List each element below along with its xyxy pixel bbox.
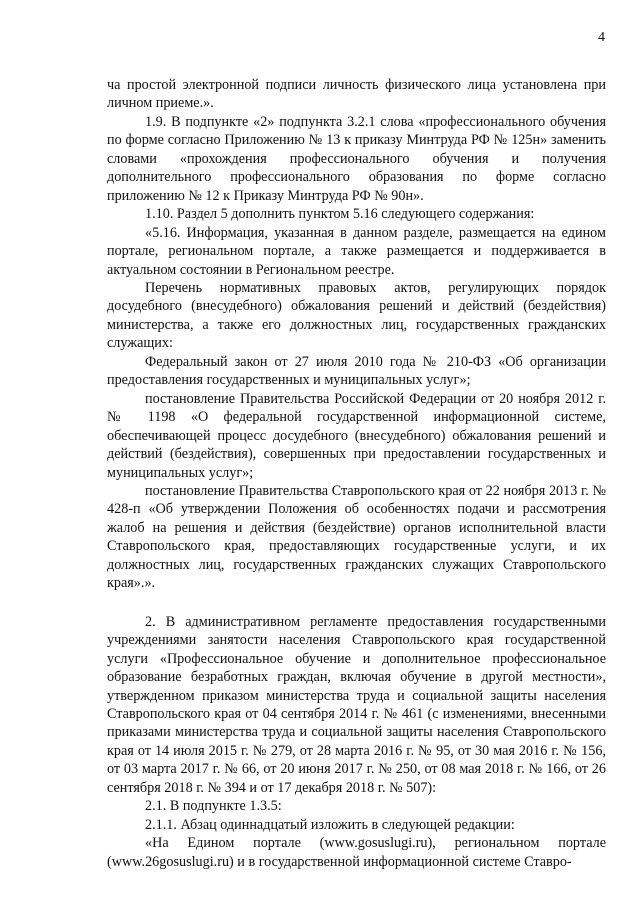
- document-body: [107, 76, 606, 871]
- page-number: 4: [598, 30, 605, 45]
- paragraph: «На Едином портале (www.gosuslugi.ru), региональном портале (www.26gosuslugi.ru) и в государственной информационной системе Ставро-: [107, 835, 606, 870]
- paragraph: 2. В административном регламенте предоставления государственными учреждениями занятости населения Ставропольского края государственной услуги «Профессиональное обучение и дополнительное профессиональное образование безработных граждан, включая обучение в другой местности», утвержденном приказом министерства труда и социальной защиты населения Ставропольского края от 04 сентября 2014 г. № 461 (с изменениями, внесенными приказами министерства труда и социальной защиты населения Ставропольского края от 14 июля 2015 г. № 279, от 28 марта 2016 г. № 95, от 30 мая 2016 г. № 156, от 03 марта 2017 г. № 66, от 20 июня 2017 г. № 250, от 08 мая 2018 г. № 166, от 26 сентября 2018 г. № 394 и от 17 декабря 2018 г. № 507):: [107, 613, 606, 796]
- paragraph: 1.10. Раздел 5 дополнить пунктом 5.16 следующего содержания:: [145, 206, 535, 223]
- paragraph: Федеральный закон от 27 июля 2010 года № 210-ФЗ «Об организации предоставления государственных и муниципальных услуг»;: [107, 353, 606, 389]
- paragraph: постановление Правительства Ставропольского края от 22 ноября 2013 г. № 428-п «Об утверждении Положения об особенностях подачи и рассмотрения жалоб на решения и действия (бездействие) органов исполнительной власти Ставропольского края, предоставляющих государственные услуги, и их должностных лиц, государственных гражданских служащих Ставропольского края».».: [107, 482, 606, 592]
- paragraph: Перечень нормативных правовых актов, регулирующих порядок досудебного (внесудебного) обжалования решений и действий (бездействия) министерства, а также его должностных лиц, государственных гражданских служащих:: [107, 279, 606, 352]
- paragraph: 2.1. В подпункте 1.3.5:: [145, 798, 282, 815]
- paragraph: ча простой электронной подписи личность физического лица установлена при личном приеме.».: [107, 77, 606, 112]
- paragraph: 1.9. В подпункте «2» подпункта 3.2.1 слова «профессионального обучения по форме согласно Приложению № 13 к приказу Минтруда РФ № 125н» заменить словами «прохождения профессионального обучения и получения дополнительного профессионального образования по форме согласно приложению № 12 к Приказу Минтруда РФ № 90н».: [107, 113, 606, 204]
- paragraph: «5.16. Информация, указанная в данном разделе, размещается на едином портале, региональном портале, а также размещается и поддерживается в актуальном состоянии в Региональном реестре.: [107, 224, 606, 278]
- paragraph: 2.1.1. Абзац одиннадцатый изложить в следующей редакции:: [145, 816, 515, 833]
- paragraph-gap: [107, 593, 606, 613]
- paragraph: постановление Правительства Российской Федерации от 20 ноября 2012 г. № 1198 «О федеральной государственной информационной системе, обеспечивающей процесс досудебного (внесудебного) обжалования решений и действий (бездействия), совершенных при предоставлении государственных и муниципальных услуг»;: [107, 390, 606, 481]
